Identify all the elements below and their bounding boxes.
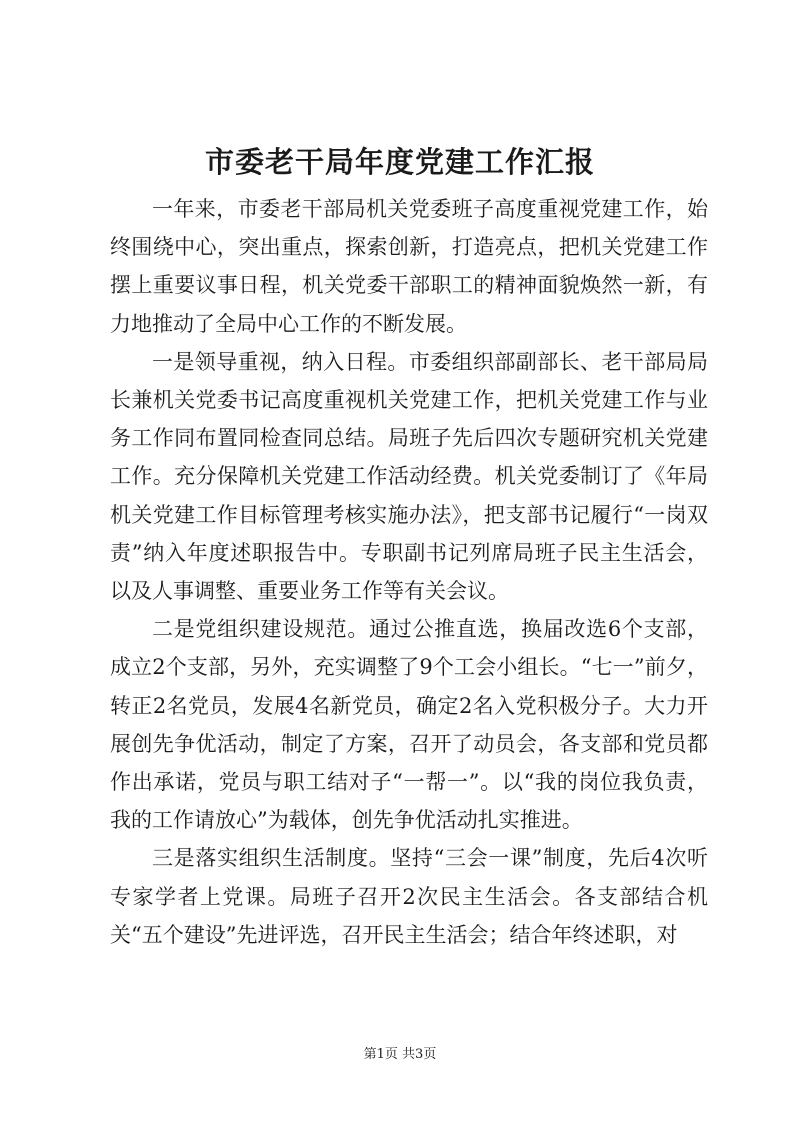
page-number-footer: 第1页 共3页 [363, 1047, 437, 1062]
document-title: 市委老干局年度党建工作汇报 [204, 145, 595, 179]
paragraph-intro: 一年来，市委老干部局机关党委班子高度重视党建工作，始终围绕中心，突出重点，探索创新，打造亮点，把机关党建工作摆上重要议事日程，机关党委干部职工的精神面貌焕然一新，有力地推动了全局中心工作的不断发展。 [110, 197, 708, 336]
paragraph-leadership: 一是领导重视，纳入日程。市委组织部副部长、老干部局局长兼机关党委书记高度重视机关党建工作，把机关党建工作与业务工作同布置同检查同总结。局班子先后四次专题研究机关党建工作。充分保障机关党建工作活动经费。机关党委制订了《年局机关党建工作目标管理考核实施办法》，把支部书记履行“一岗双责”纳入年度述职报告中。专职副书记列席局班子民主生活会，以及人事调整、重要业务工作等有关会议。 [110, 349, 708, 604]
document-body [110, 190, 708, 954]
paragraph-organizational-life: 三是落实组织生活制度。坚持“三会一课”制度，先后4次听专家学者上党课。局班子召开2次民主生活会。各支部结合机关“五个建设”先进评选，召开民主生活会；结合年终述职，对 [110, 846, 708, 947]
paragraph-organization: 二是党组织建设规范。通过公推直选，换届改选6个支部，成立2个支部，另外，充实调整了9个工会小组长。“七一”前夕，转正2名党员，发展4名新党员，确定2名入党积极分子。大力开展创先争优活动，制定了方案，召开了动员会，各支部和党员都作出承诺，党员与职工结对子“一帮一”。以“我的岗位我负责，我的工作请放心”为载体，创先争优活动扎实推进。 [110, 617, 708, 833]
